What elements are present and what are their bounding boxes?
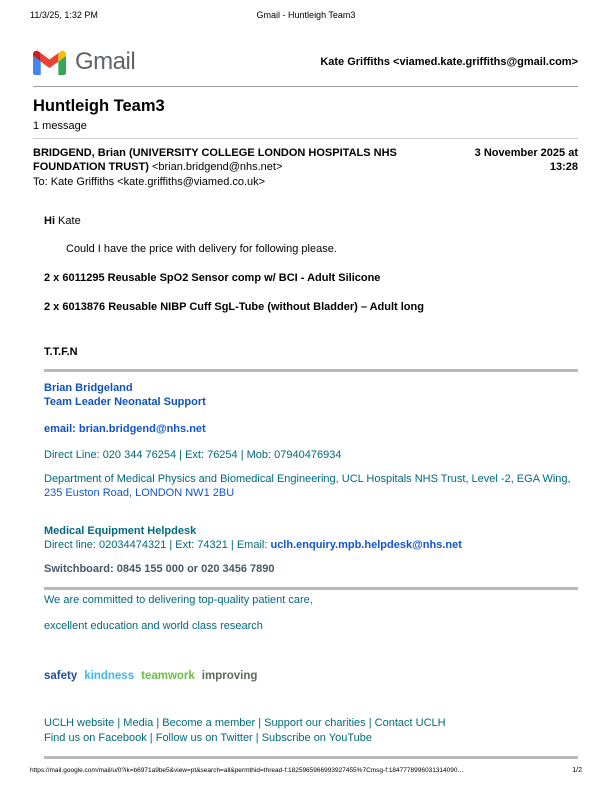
greeting-line [44, 215, 578, 229]
sender-name: BRIDGEND, Brian (UNIVERSITY COLLEGE LONDON HOSPITALS NHS FOUNDATION TRUST) [33, 146, 397, 173]
uclh-link-become-a-member[interactable]: Become a member [162, 716, 256, 729]
print-datetime: 11/3/25, 1:32 PM [30, 10, 98, 20]
signature-divider-3 [44, 756, 578, 759]
gmail-wordmark: Gmail [75, 48, 136, 75]
mission-line-1: We are committed to delivering top-quality patient care, [44, 594, 313, 607]
mission-line-2: excellent education and world class research [44, 619, 263, 632]
link-separator: | [365, 716, 375, 729]
account-identity: Kate Griffiths <viamed.kate.griffiths@gmail.com> [320, 56, 578, 68]
uclh-link-uclh-website[interactable]: UCLH website [44, 716, 115, 729]
signoff: T.T.F.N [44, 345, 78, 358]
greeting-rest: Kate [55, 214, 81, 227]
order-item-1: 2 x 6011295 Reusable SpO2 Sensor comp w/ BCI - Adult Silicone [44, 272, 381, 285]
uclh-link-follow-us-on-twitter[interactable]: Follow us on Twitter [155, 731, 253, 744]
signature-divider [44, 369, 578, 372]
order-item-2: 2 x 6013876 Reusable NIBP Cuff SgL-Tube (without Bladder) – Adult long [44, 300, 424, 313]
print-doc-title: Gmail - Huntleigh Team3 [256, 10, 356, 20]
switchboard-line: Switchboard: 0845 155 000 or 020 3456 7890 [44, 563, 275, 576]
sender-email: <brian.bridgend@nhs.net> [151, 160, 283, 173]
print-header [0, 10, 612, 24]
signature-name: Brian Bridgeland [44, 382, 133, 395]
link-separator: | [255, 716, 265, 729]
uclh-link-contact-uclh[interactable]: Contact UCLH [374, 716, 446, 729]
value-word-teamwork: teamwork [141, 669, 195, 682]
print-url: https://mail.google.com/mail/u/0?ik=b6971a9be5&view=pt&search=all&permthid=thread-f:1825965966993927455%7Cmsg-f:1847778996031314090… [30, 767, 464, 774]
signature-role: Team Leader Neonatal Support [44, 396, 206, 409]
page-indicator: 1/2 [572, 767, 582, 774]
uclh-links-row-1 [44, 716, 578, 731]
request-line: Could I have the price with delivery for following please. [66, 243, 337, 256]
message-count: 1 message [33, 119, 87, 132]
sender-email-link[interactable]: brian.bridgend@nhs.net [78, 422, 206, 435]
link-separator: | [114, 716, 124, 729]
divider [33, 138, 578, 139]
value-word-kindness: kindness [84, 669, 135, 682]
email-label: email: [44, 422, 79, 435]
signature-phone-line: Direct Line: 020 344 76254 | Ext: 76254 | Mob: 07940476934 [44, 448, 342, 461]
uclh-links [44, 716, 578, 746]
print-footer [30, 767, 582, 774]
value-word-improving: improving [201, 669, 258, 682]
email-print-content [33, 96, 578, 759]
link-separator: | [146, 731, 156, 744]
helpdesk-title: Medical Equipment Helpdesk [44, 524, 197, 537]
helpdesk-email-link[interactable]: uclh.enquiry.mpb.helpdesk@nhs.net [270, 538, 462, 551]
signature-divider-2 [44, 587, 578, 590]
greeting-bold: Hi [44, 214, 55, 227]
gmail-logo [33, 48, 135, 76]
values-row [44, 669, 578, 683]
uclh-link-find-us-on-facebook[interactable]: Find us on Facebook [44, 731, 147, 744]
uclh-links-row-2 [44, 731, 578, 746]
department-text: Department of Medical Physics and Biomedical Engineering, UCL Hospitals NHS Trust, Level -2, EGA Wing, [44, 473, 571, 486]
gmail-header-bar [33, 48, 578, 87]
recipient-line: To: Kate Griffiths <kate.griffiths@viamed.co.uk> [33, 176, 266, 189]
signature-department [44, 473, 578, 501]
message-body [44, 215, 578, 759]
helpdesk-text: Direct line: 02034474321 | Ext: 74321 | Email: [44, 538, 271, 551]
message-date: 3 November 2025 at 13:28 [474, 146, 578, 173]
thread-subject: Huntleigh Team3 [33, 97, 165, 115]
helpdesk-contact-line [44, 539, 578, 553]
uclh-link-subscribe-on-youtube[interactable]: Subscribe on YouTube [261, 731, 373, 744]
message-header [33, 146, 578, 190]
uclh-link-media[interactable]: Media [123, 716, 154, 729]
uclh-link-support-our-charities[interactable]: Support our charities [264, 716, 366, 729]
link-separator: | [153, 716, 163, 729]
value-word-safety: safety [44, 669, 78, 682]
signature-email-line [44, 423, 578, 437]
gmail-m-icon [33, 50, 66, 75]
link-separator: | [252, 731, 262, 744]
address-link[interactable]: 235 Euston Road, LONDON NW1 2BU [44, 487, 235, 500]
